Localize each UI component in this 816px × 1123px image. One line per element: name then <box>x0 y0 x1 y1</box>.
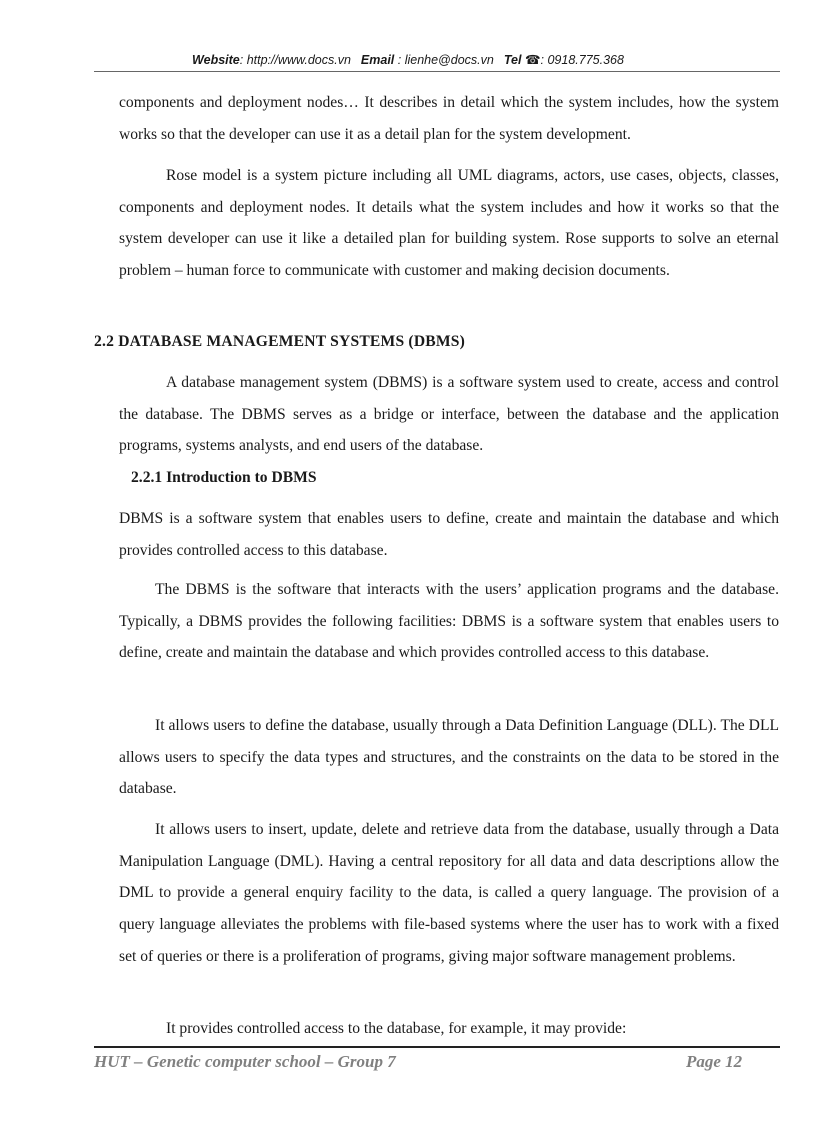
paragraph-dbms-facilities: The DBMS is the software that interacts with the users’ application programs and the database. Typically, a DBMS provides the following facilities: DBMS is a software system that enables users to define, create and maintain the database and which provides controlled access to this database. <box>119 581 779 662</box>
footer-divider <box>94 1046 780 1048</box>
paragraph-dml: It allows users to insert, update, delete and retrieve data from the database, usually through a Data Manipulation Language (DML). Having a central repository for all data and data descriptions allow the DML to provide a general enquiry facility to the data, is called a query language. The provision of a query language alleviates the problems with file-based systems where the user has to work with a fixed set of queries or there is a proliferation of programs, giving major software management problems. <box>119 821 779 965</box>
subsection-heading-intro-dbms: 2.2.1 Introduction to DBMS <box>131 469 317 486</box>
paragraph-dbms-definition: A database management system (DBMS) is a software system used to create, access and control the database. The DBMS serves as a bridge or interface, between the database and the application programs, systems analysts, and end users of the database. <box>119 374 779 455</box>
paragraph-dbms-intro: DBMS is a software system that enables users to define, create and maintain the database and which provides controlled access to this database. <box>119 510 779 559</box>
paragraph-ddl: It allows users to define the database, usually through a Data Definition Language (DLL). The DLL allows users to specify the data types and structures, and the constraints on the data to be stored in the database. <box>119 717 779 798</box>
section-heading-dbms: 2.2 DATABASE MANAGEMENT SYSTEMS (DBMS) <box>94 333 466 350</box>
header-divider <box>94 71 780 72</box>
tel-label: Tel <box>503 53 522 67</box>
paragraph-components-continued: components and deployment nodes… It describes in detail which the system includes, how the system works so that the developer can use it as a detail plan for the system development. <box>119 94 779 143</box>
paragraph-rose-model: Rose model is a system picture including all UML diagrams, actors, use cases, objects, classes, components and deployment nodes. It details what the system includes and how it works so that the system developer can use it like a detailed plan for building system. Rose supports to solve an eternal problem – human force to communicate with customer and making decision documents. <box>119 167 779 280</box>
paragraph-controlled-access: It provides controlled access to the database, for example, it may provide: <box>166 1020 627 1037</box>
website-value: : http://www.docs.vn <box>239 53 351 67</box>
phone-icon: ☎ <box>524 53 541 67</box>
website-label: Website <box>192 53 240 67</box>
page-header <box>0 52 816 67</box>
email-label: Email <box>360 53 395 67</box>
page-number: Page 12 <box>686 1052 743 1071</box>
email-value: : lienhe@docs.vn <box>394 53 494 67</box>
footer-school: HUT – Genetic computer school – Group 7 <box>94 1052 396 1071</box>
tel-value: : 0918.775.368 <box>540 53 624 67</box>
